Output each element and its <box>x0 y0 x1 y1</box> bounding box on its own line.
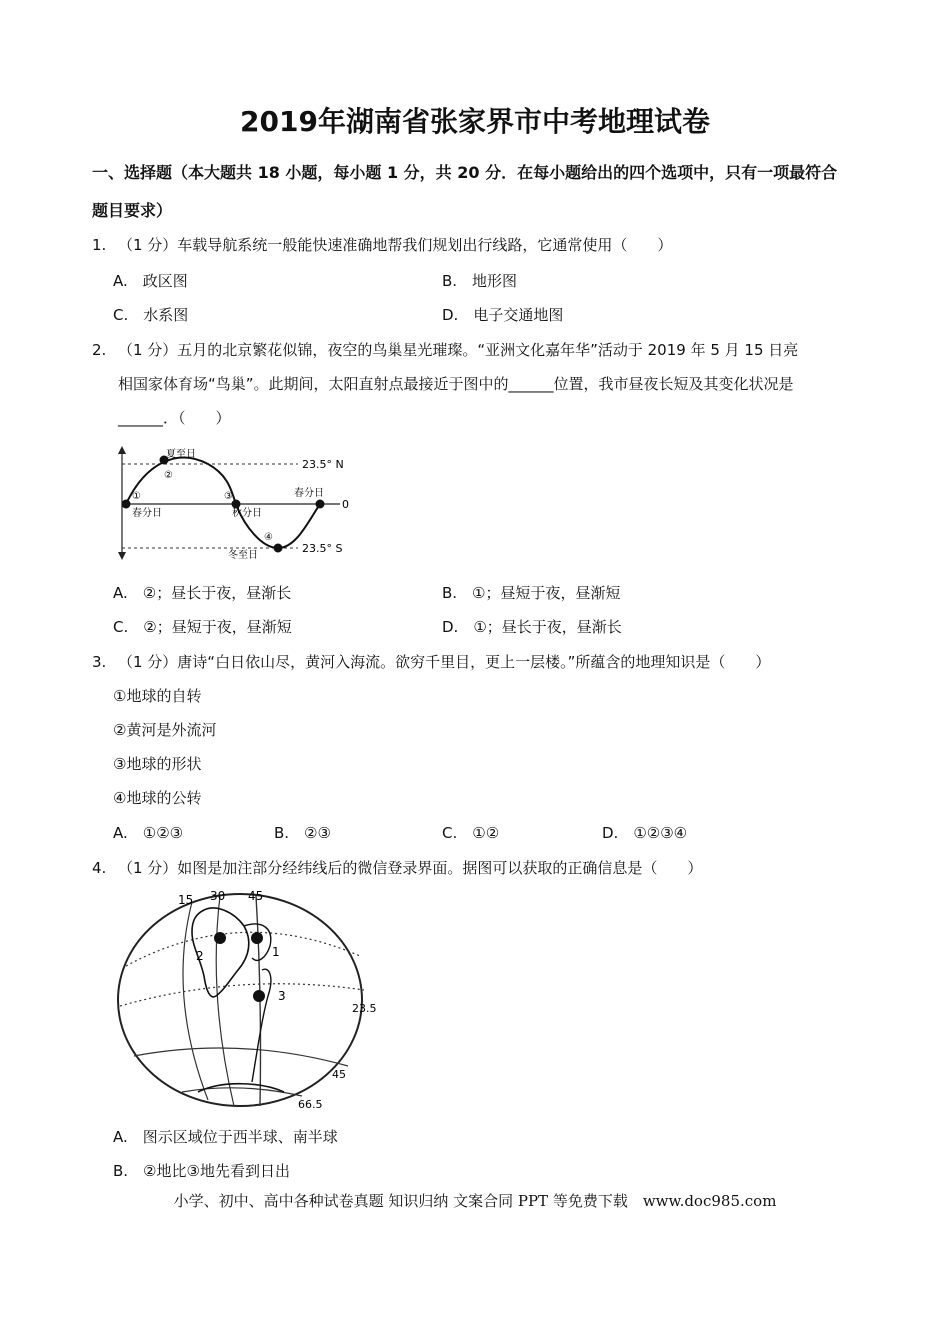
sun-direct-point-diagram <box>112 444 372 564</box>
question-2 <box>92 333 872 435</box>
q1-option-d[interactable]: D. 电子交通地图 <box>442 306 564 324</box>
label-qiufen: 秋分日 <box>232 508 262 519</box>
q1-option-a[interactable]: A. 政区图 <box>113 272 188 290</box>
label-marker-1: 1 <box>272 945 280 959</box>
label-point-4: ④ <box>264 532 273 543</box>
label-marker-3: 3 <box>278 989 286 1003</box>
label-point-2: ② <box>164 470 173 481</box>
q3-item-1: ①地球的自转 <box>113 687 202 705</box>
label-chunfen-left: 春分日 <box>132 508 162 519</box>
marker-1 <box>251 932 263 944</box>
question-number: 4. <box>92 859 107 877</box>
page-title: 2019年湖南省张家界市中考地理试卷 <box>240 105 710 138</box>
q3-item-4: ④地球的公转 <box>113 789 202 807</box>
label-chunfen-right: 春分日 <box>294 488 324 499</box>
label-point-1: ① <box>132 491 141 502</box>
question-text: （1 分）唐诗“白日依山尽，黄河入海流。欲穷千里目，更上一层楼。”所蕴含的地理知识是（ ） <box>118 653 771 671</box>
q3-option-c[interactable]: C. ①② <box>442 824 500 842</box>
marker-2 <box>214 932 226 944</box>
label-point-3: ③ <box>224 491 233 502</box>
q2-option-c[interactable]: C. ②；昼短于夜，昼渐短 <box>113 618 292 636</box>
q3-item-3: ③地球的形状 <box>113 755 202 773</box>
point-1-marker <box>122 500 131 509</box>
marker-3 <box>253 990 265 1002</box>
q2-option-a[interactable]: A. ②；昼长于夜，昼渐长 <box>113 584 292 602</box>
label-dongzhi: 冬至日 <box>228 550 258 561</box>
wechat-globe-diagram <box>112 886 402 1112</box>
label-lat-north: 23.5° N <box>302 458 344 471</box>
q4-option-b[interactable]: B. ②地比③地先看到日出 <box>113 1162 290 1180</box>
section-heading-line2: 题目要求） <box>92 201 173 220</box>
question-text: （1 分）如图是加注部分经纬线后的微信登录界面。据图可以获取的正确信息是（ ） <box>118 859 703 877</box>
point-4-marker <box>274 544 283 553</box>
label-marker-2: 2 <box>196 949 204 963</box>
question-number: 3. <box>92 653 107 671</box>
question-number: 2. <box>92 341 107 359</box>
q1-option-b[interactable]: B. 地形图 <box>442 272 518 290</box>
question-text-line3: ______．（ ） <box>118 409 231 427</box>
section-heading <box>92 154 872 230</box>
q2-option-d[interactable]: D. ①；昼长于夜，昼渐长 <box>442 618 622 636</box>
label-lon-15: 15 <box>178 893 194 907</box>
label-lat-south: 23.5° S <box>302 542 343 555</box>
q3-option-b[interactable]: B. ②③ <box>274 824 331 842</box>
label-lon-30: 30 <box>210 889 226 903</box>
question-text-line1: （1 分）五月的北京繁花似锦，夜空的鸟巢星光璀璨。“亚洲文化嘉年华”活动于 2019 年 5 月 15 日亮 <box>118 341 799 359</box>
question-4 <box>92 851 872 885</box>
q3-item-2: ②黄河是外流河 <box>113 721 217 739</box>
q3-option-d[interactable]: D. ①②③④ <box>602 824 688 842</box>
page-footer: 小学、初中、高中各种试卷真题 知识归纳 文案合同 PPT 等免费下载 www.doc985.com <box>173 1192 777 1210</box>
section-heading-line1: 一、选择题（本大题共 18 小题，每小题 1 分，共 20 分．在每小题给出的四个选项中，只有一项最符合 <box>92 163 838 182</box>
question-1 <box>92 228 872 262</box>
q4-option-a[interactable]: A. 图示区域位于西半球、南半球 <box>113 1128 338 1146</box>
question-3 <box>92 645 872 679</box>
label-lon-45: 45 <box>248 889 264 903</box>
q3-option-a[interactable]: A. ①②③ <box>113 824 184 842</box>
question-text-line2: 相国家体育场“鸟巢”。此期间，太阳直射点最接近于图中的______位置，我市昼夜长短及其变化状况是 <box>118 375 794 393</box>
question-text: （1 分）车载导航系统一般能快速准确地帮我们规划出行线路，它通常使用（ ） <box>118 236 673 254</box>
label-lat-45: 45 <box>332 1068 346 1081</box>
q2-option-b[interactable]: B. ①；昼短于夜，昼渐短 <box>442 584 621 602</box>
label-equator: 0 <box>342 498 349 511</box>
point-5-marker <box>316 500 325 509</box>
label-lat-23: 23.5 <box>352 1002 377 1015</box>
q1-option-c[interactable]: C. 水系图 <box>113 306 189 324</box>
label-lat-66: 66.5 <box>298 1098 323 1111</box>
label-xiazhi: 夏至日 <box>166 449 196 460</box>
question-number: 1. <box>92 236 107 254</box>
